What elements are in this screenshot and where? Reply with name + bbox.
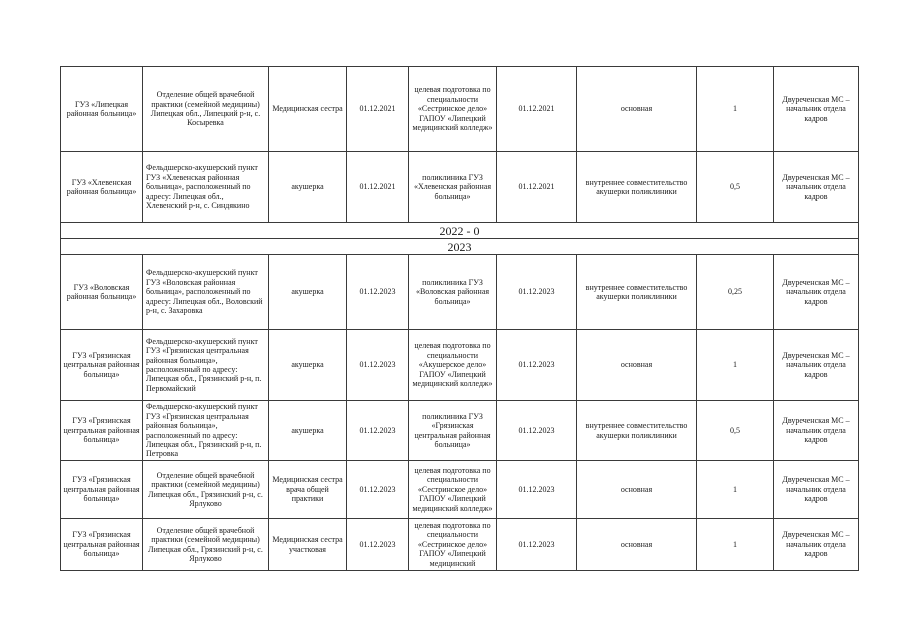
position-cell: Медицинская сестра <box>269 67 347 152</box>
table-row <box>61 255 859 330</box>
facility-cell: Отделение общей врачебной практики (семейной медицины) Липецкая обл., Грязинский р-н, с. Ярлуково <box>143 461 269 519</box>
year-row <box>61 239 859 255</box>
date-cell: 01.12.2023 <box>347 461 409 519</box>
date2-cell: 01.12.2021 <box>497 152 577 223</box>
position-cell: акушерка <box>269 152 347 223</box>
org-cell: ГУЗ «Грязинская центральная районная больница» <box>61 461 143 519</box>
vacancies-table <box>60 66 859 571</box>
contact-cell: Двуреченская МС – начальник отдела кадров <box>774 519 859 571</box>
facility-cell: Отделение общей врачебной практики (семейной медицины) Липецкая обл., Грязинский р-н, с. Ярлуково <box>143 519 269 571</box>
rate-cell: 0,5 <box>697 401 774 461</box>
contact-cell: Двуреченская МС – начальник отдела кадров <box>774 401 859 461</box>
facility-cell: Отделение общей врачебной практики (семейной медицины) Липецкая обл., Липецкий р-н, с. Косыревка <box>143 67 269 152</box>
date-cell: 01.12.2021 <box>347 152 409 223</box>
org-cell: ГУЗ «Грязинская центральная районная больница» <box>61 401 143 461</box>
table-row <box>61 152 859 223</box>
date-cell: 01.12.2023 <box>347 330 409 401</box>
table-row <box>61 401 859 461</box>
year-heading-2023: 2023 <box>61 239 859 255</box>
training-cell: целевая подготовка по специальности «Акушерское дело» ГАПОУ «Липецкий медицинский колледж» <box>409 330 497 401</box>
contact-cell: Двуреченская МС – начальник отдела кадров <box>774 255 859 330</box>
facility-cell: Фельдшерско-акушерский пункт ГУЗ «Грязинская центральная районная больница», расположенный по адресу: Липецкая обл., Грязинский р-н, п. Первомайский <box>143 330 269 401</box>
facility-cell: Фельдшерско-акушерский пункт ГУЗ «Хлевенская районная больница», расположенный по адресу: Липецкая обл., Хлевенский р-н, с. Синдякино <box>143 152 269 223</box>
facility-cell: Фельдшерско-акушерский пункт ГУЗ «Воловская районная больница», расположенный по адресу: Липецкая обл., Воловский р-н, с. Захаровка <box>143 255 269 330</box>
type-cell: основная <box>577 461 697 519</box>
date2-cell: 01.12.2023 <box>497 330 577 401</box>
table-row <box>61 330 859 401</box>
training-cell: поликлиника ГУЗ «Хлевенская районная больница» <box>409 152 497 223</box>
contact-cell: Двуреченская МС – начальник отдела кадров <box>774 461 859 519</box>
org-cell: ГУЗ «Грязинская центральная районная больница» <box>61 519 143 571</box>
table-row <box>61 461 859 519</box>
training-cell: целевая подготовка по специальности «Сестринское дело» ГАПОУ «Липецкий медицинский колледж» <box>409 461 497 519</box>
rate-cell: 0,5 <box>697 152 774 223</box>
training-cell: поликлиника ГУЗ «Воловская районная больница» <box>409 255 497 330</box>
date-cell: 01.12.2023 <box>347 401 409 461</box>
date2-cell: 01.12.2023 <box>497 519 577 571</box>
rate-cell: 1 <box>697 330 774 401</box>
type-cell: основная <box>577 67 697 152</box>
date2-cell: 01.12.2023 <box>497 461 577 519</box>
rate-cell: 1 <box>697 67 774 152</box>
type-cell: внутреннее совместительство акушерки поликлиники <box>577 152 697 223</box>
date2-cell: 01.12.2021 <box>497 67 577 152</box>
training-cell: целевая подготовка по специальности «Сестринское дело» ГАПОУ «Липецкий медицинский <box>409 519 497 571</box>
type-cell: внутреннее совместительство акушерки поликлиники <box>577 401 697 461</box>
position-cell: Медицинская сестра врача общей практики <box>269 461 347 519</box>
contact-cell: Двуреченская МС – начальник отдела кадров <box>774 152 859 223</box>
org-cell: ГУЗ «Воловская районная больница» <box>61 255 143 330</box>
year-row <box>61 223 859 239</box>
contact-cell: Двуреченская МС – начальник отдела кадров <box>774 330 859 401</box>
date-cell: 01.12.2023 <box>347 519 409 571</box>
date-cell: 01.12.2021 <box>347 67 409 152</box>
rate-cell: 1 <box>697 461 774 519</box>
facility-cell: Фельдшерско-акушерский пункт ГУЗ «Грязинская центральная районная больница», расположенный по адресу: Липецкая обл., Грязинский р-н, п. Петровка <box>143 401 269 461</box>
training-cell: поликлиника ГУЗ «Грязинская центральная районная больница» <box>409 401 497 461</box>
position-cell: акушерка <box>269 330 347 401</box>
position-cell: Медицинская сестра участковая <box>269 519 347 571</box>
rate-cell: 1 <box>697 519 774 571</box>
rate-cell: 0,25 <box>697 255 774 330</box>
year-heading-2022: 2022 - 0 <box>61 223 859 239</box>
training-cell: целевая подготовка по специальности «Сестринское дело» ГАПОУ «Липецкий медицинский колледж» <box>409 67 497 152</box>
type-cell: внутреннее совместительство акушерки поликлиники <box>577 255 697 330</box>
org-cell: ГУЗ «Липецкая районная больница» <box>61 67 143 152</box>
date2-cell: 01.12.2023 <box>497 401 577 461</box>
date2-cell: 01.12.2023 <box>497 255 577 330</box>
table-row <box>61 519 859 571</box>
type-cell: основная <box>577 330 697 401</box>
org-cell: ГУЗ «Грязинская центральная районная больница» <box>61 330 143 401</box>
date-cell: 01.12.2023 <box>347 255 409 330</box>
position-cell: акушерка <box>269 255 347 330</box>
type-cell: основная <box>577 519 697 571</box>
org-cell: ГУЗ «Хлевенская районная больница» <box>61 152 143 223</box>
position-cell: акушерка <box>269 401 347 461</box>
contact-cell: Двуреченская МС – начальник отдела кадров <box>774 67 859 152</box>
table-row <box>61 67 859 152</box>
